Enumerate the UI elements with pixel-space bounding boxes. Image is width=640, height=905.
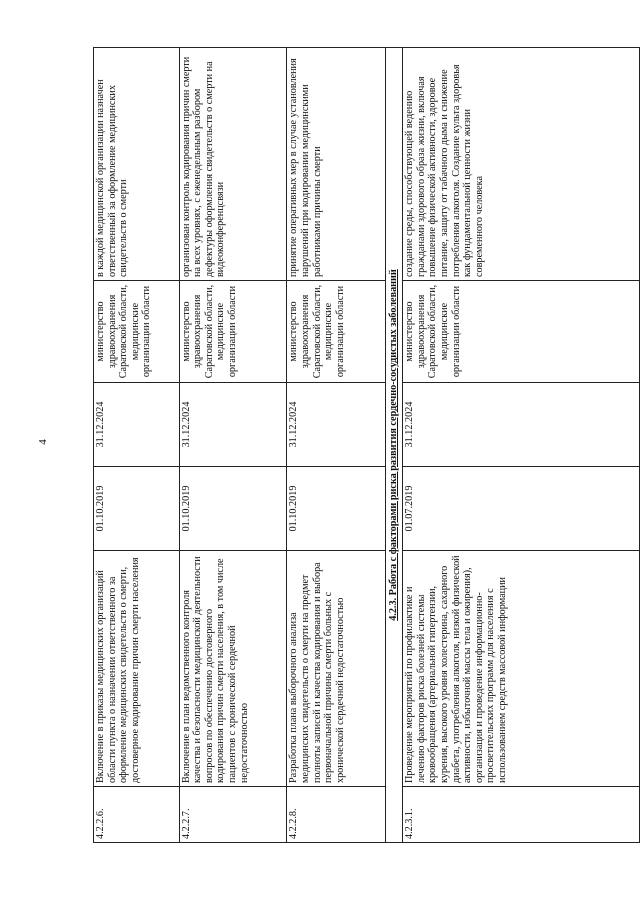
measures-table xyxy=(93,47,640,843)
action-cell: Разработка плана выборочного анализа медицинских свидетельств о смерти на предмет полноты записей и качества кодирования и выбора первоначальной причины смерти больных с хронической сердечной недостаточностью xyxy=(287,551,386,787)
start-date-cell: 01.10.2019 xyxy=(179,467,287,551)
result-cell: создание среды, способствующей ведению гражданами здорового образа жизни, включая повышение физической активности, здоровое питание, защиту от табачного дыма и снижение потребления алкоголя. Создание культа здоровья как фундаментальной ценности жизни современного человека xyxy=(403,48,640,281)
result-cell: организован контроль кодирования причин смерти на всех уровнях, с еженедельным разбором дефектуры оформления свидетельств о смерти на видеоконференцсвязи xyxy=(179,48,287,281)
action-cell: Проведение мероприятий по профилактике и лечению факторов риска болезней системы кровообращения (артериальной гипертензии, курения, высокого уровня холестерина, сахарного диабета, употребления алкоголя, низкой физической активности, избыточной массы тела и ожирения), организация и проведение информационно-просветительских программ для населения с использованием средств массовой информации xyxy=(403,551,640,787)
section-header-row xyxy=(386,48,403,843)
row-number: 4.2.2.7. xyxy=(179,787,287,843)
action-cell: Включение в план ведомственного контроля качества и безопасности медицинской деятельности вопросов по обеспечению достоверного кодирования причин смерти населения, в том числе пациентов с хронической сердечной недостаточностью xyxy=(179,551,287,787)
end-date-cell: 31.12.2024 xyxy=(287,383,386,467)
executor-cell: министерство здравоохранения Саратовской области, медицинские организации области xyxy=(94,281,180,383)
executor-cell: министерство здравоохранения Саратовской области, медицинские организации области xyxy=(287,281,386,383)
row-number: 4.2.2.6. xyxy=(94,787,180,843)
row-number: 4.2.2.8. xyxy=(287,787,386,843)
start-date-cell: 01.10.2019 xyxy=(94,467,180,551)
table-row xyxy=(403,48,640,843)
action-cell: Включение в приказы медицинских организаций области пункта о назначении ответственного за оформление медицинских свидетельств о смерти, достоверное кодирование причин смерти населения xyxy=(94,551,180,787)
end-date-cell: 31.12.2024 xyxy=(94,383,180,467)
start-date-cell: 01.10.2019 xyxy=(287,467,386,551)
page-number: 4 xyxy=(36,439,49,445)
start-date-cell: 01.07.2019 xyxy=(403,467,640,551)
table-row xyxy=(94,48,180,843)
rotated-table-container xyxy=(93,48,640,843)
section-header: 4.2.3. Работа с факторами риска развития сердечно-сосудистых заболеваний xyxy=(386,48,403,843)
end-date-cell: 31.12.2024 xyxy=(403,383,640,467)
result-cell: в каждой медицинской организации назначен ответственный за оформление медицинских свидетельств о смерти xyxy=(94,48,180,281)
table-row xyxy=(179,48,287,843)
end-date-cell: 31.12.2024 xyxy=(179,383,287,467)
table-row xyxy=(287,48,386,843)
row-number: 4.2.3.1. xyxy=(403,787,640,843)
executor-cell: министерство здравоохранения Саратовской области, медицинские организации области xyxy=(403,281,640,383)
executor-cell: министерство здравоохранения Саратовской области, медицинские организации области xyxy=(179,281,287,383)
result-cell: принятие оперативных мер в случае установления нарушений при кодировании медицинскими работниками причины смерти xyxy=(287,48,386,281)
